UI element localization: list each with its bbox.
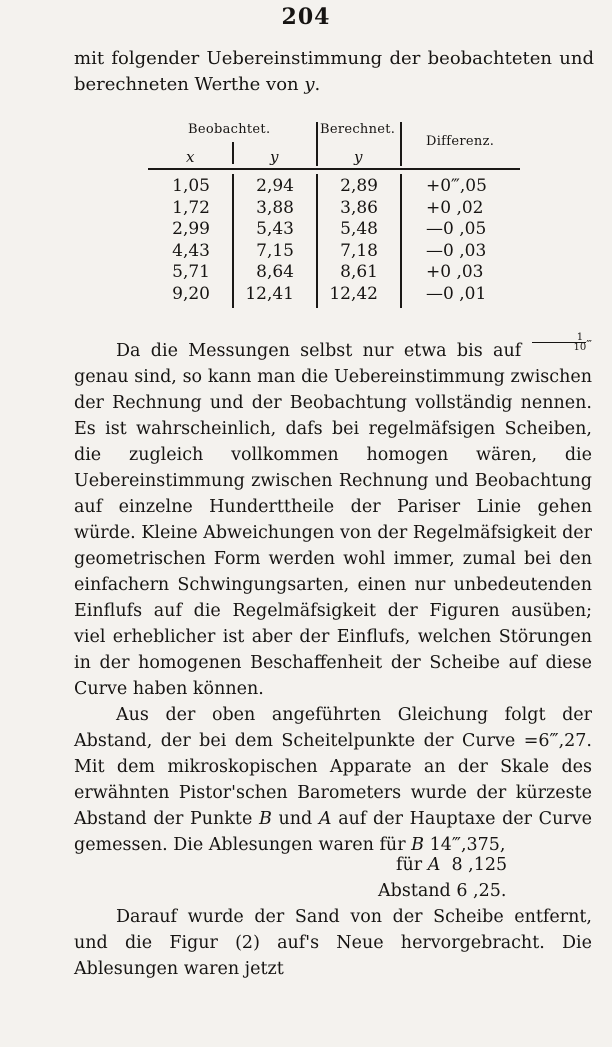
table-cell-diff: —0 ,01 <box>426 283 487 304</box>
header-divider <box>400 122 402 166</box>
table-cell-y-calc: 3,86 <box>340 197 378 218</box>
table-cell-diff: +0‴,05 <box>426 176 487 196</box>
point-b: B <box>258 809 272 829</box>
table-cell-x: 5,71 <box>172 262 210 282</box>
intro-line-2 <box>74 72 594 98</box>
table-cell-y-calc: 12,42 <box>329 283 378 304</box>
table-cell-x: 1,72 <box>172 197 210 218</box>
table-cell-diff: +0 ,02 <box>426 197 484 218</box>
subheader-x: x <box>186 148 195 166</box>
distance-reading <box>378 878 506 904</box>
column-divider <box>232 174 234 308</box>
table-cell-diff: —0 ,03 <box>426 240 487 261</box>
paragraph-2-and: und <box>278 809 313 829</box>
table-cell-diff: +0 ,03 <box>426 262 484 282</box>
header-difference: Differenz. <box>426 134 495 149</box>
table-cell-x: 2,99 <box>172 219 210 239</box>
paragraph-1 <box>74 332 592 702</box>
page-number: 204 <box>281 4 331 30</box>
reading-b-value: 14‴,375, <box>429 835 506 855</box>
body-text-end <box>74 904 592 982</box>
table-cell-y-obs: 2,94 <box>256 176 294 196</box>
intro-line-1: mit folgender Uebereinstimmung der beobachteten und <box>74 48 594 69</box>
paragraph-1-start: Da die Messungen selbst nur etwa bis auf <box>116 341 522 361</box>
subheader-y-observed: y <box>270 148 279 166</box>
table-cell-y-obs: 12,41 <box>245 283 294 304</box>
paragraph-3: Darauf wurde der Sand von der Scheibe entfernt, und die Figur (2) auf's Neue hervorgebracht. Die Ablesungen waren jetzt <box>74 907 592 979</box>
reading-b-label: B <box>411 835 425 855</box>
table-cell-y-obs: 3,88 <box>256 197 294 218</box>
intro-line-2-text: berechneten Werthe von <box>74 74 299 95</box>
header-computed: Berechnet. <box>320 122 396 137</box>
point-a: A <box>318 809 332 829</box>
body-text <box>74 332 592 858</box>
table-cell-diff: —0 ,05 <box>426 219 487 239</box>
paragraph-1-rest: genau sind, so kann man die Uebereinstimmung zwischen der Rechnung und der Beobachtung vollständig nennen. Es ist wahrscheinlich, dafs bei regelmäfsigen Scheiben, die zugleich vollkommen homogen wären, die Uebereinstimmung zwischen Rechnung und Beobachtung auf einzelne Hunderttheile der Pariser Linie gehen würde. Kleine Abweichungen von der Regelmäfsigkeit der geometrischen Form werden wohl immer, zumal bei den einfachern Schwingungsarten, einen nur unbedeutenden Einflufs auf die Regelmäfsigkeit der Figuren ausüben; viel erheblicher ist aber der Einflufs, welchen Störungen in der homogenen Beschaffenheit der Scheibe auf diese Curve haben können. <box>74 367 592 699</box>
header-rule <box>148 168 520 170</box>
table-cell-y-calc: 8,61 <box>340 262 378 282</box>
table-cell-x: 1,05 <box>172 176 210 196</box>
header-divider <box>316 122 318 166</box>
fraction-unit: ‴ <box>586 338 592 351</box>
table-cell-x: 9,20 <box>172 283 210 304</box>
subheader-y-computed: y <box>354 148 363 166</box>
reading-a-label: A <box>427 855 441 875</box>
column-divider <box>400 174 402 308</box>
fraction-one-tenth <box>532 333 587 352</box>
paragraph-2-start: Aus der oben angeführten Gleichung folgt der Abstand, der bei dem Scheitelpunkte der Curve =6‴,27. Mit dem mikroskopischen Apparate an der Skale des erwähnten Pistor'schen Barometers wurde der kürzeste Abstand der Punkte <box>74 705 592 829</box>
table-cell-y-calc: 2,89 <box>340 176 378 196</box>
reading-a-value: 8 ,125 <box>451 855 508 875</box>
table-cell-y-obs: 5,43 <box>256 219 294 239</box>
observation-table <box>148 120 520 312</box>
header-divider <box>232 142 234 164</box>
intro-text <box>74 46 594 98</box>
variable-y: y <box>304 74 315 95</box>
reading-a-prefix: für <box>396 855 423 875</box>
distance-value: 6 ,25. <box>456 881 507 901</box>
table-cell-y-obs: 7,15 <box>256 240 294 261</box>
table-cell-y-obs: 8,64 <box>256 262 294 282</box>
intro-line-2-end: . <box>314 74 321 95</box>
paragraph-2-mid: auf der Hauptaxe der Curve gemessen. Die Ablesungen waren für <box>74 809 592 855</box>
column-divider <box>316 174 318 308</box>
header-observed: Beobachtet. <box>188 122 271 137</box>
fraction-denominator: 10 <box>573 342 587 353</box>
table-cell-y-calc: 5,48 <box>340 219 378 239</box>
table-cell-y-calc: 7,18 <box>340 240 378 261</box>
fraction-numerator: 1 <box>532 333 587 343</box>
reading-a <box>396 852 507 878</box>
paragraph-2 <box>74 702 592 858</box>
distance-label: Abstand <box>378 881 451 901</box>
table-cell-x: 4,43 <box>172 240 210 261</box>
